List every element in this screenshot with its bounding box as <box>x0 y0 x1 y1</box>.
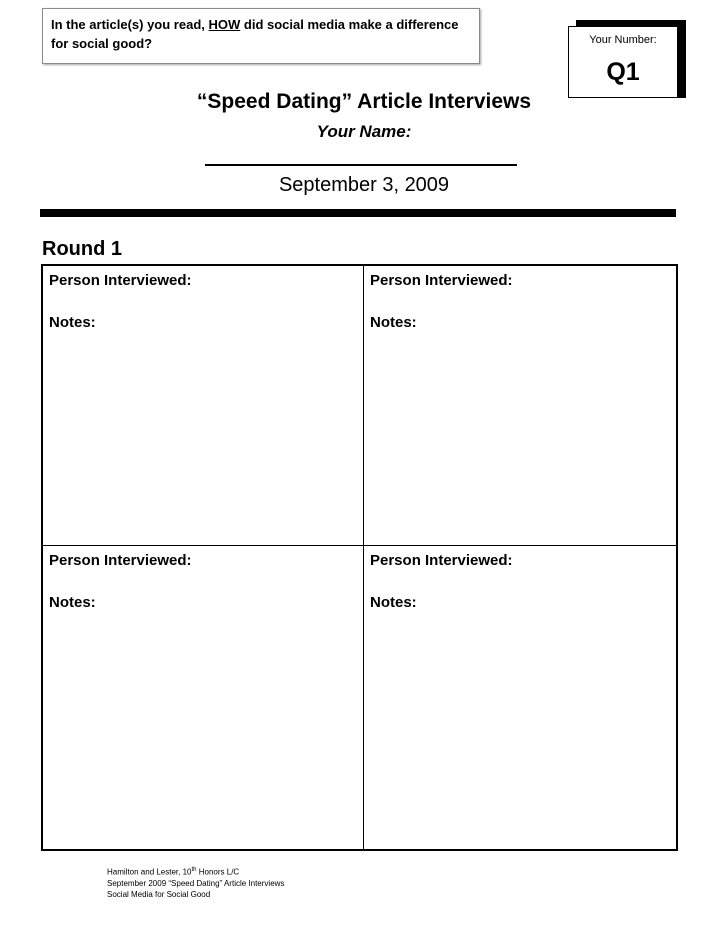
interview-cell-4[interactable] <box>364 546 678 849</box>
person-interviewed-label: Person Interviewed: <box>49 272 192 289</box>
footer-superscript: th <box>191 867 197 873</box>
question-text-end: did social media make a difference for social good? <box>51 17 459 51</box>
footer-course-text: Honors L/C <box>196 867 240 877</box>
date: September 3, 2009 <box>278 174 450 196</box>
question-text-start: In the article(s) you read, <box>51 17 209 32</box>
interview-cell-3[interactable] <box>43 546 363 849</box>
notes-label: Notes: <box>370 594 417 611</box>
interview-grid <box>41 264 678 851</box>
interview-cell-2[interactable] <box>364 266 678 545</box>
person-interviewed-label: Person Interviewed: <box>370 552 513 569</box>
notes-label: Notes: <box>49 594 96 611</box>
person-interviewed-label: Person Interviewed: <box>49 552 192 569</box>
footer-line-topic: Social Media for Social Good <box>107 889 211 899</box>
divider-rule <box>40 209 676 217</box>
question-prompt <box>42 8 480 64</box>
name-blank-line[interactable] <box>205 164 517 166</box>
notes-label: Notes: <box>370 314 417 331</box>
footer-line-title: September 2009 “Speed Dating” Article Interviews <box>107 878 285 888</box>
page-title: “Speed Dating” Article Interviews <box>196 90 532 113</box>
footer-authors-text: Hamilton and Lester, 10 <box>107 867 192 877</box>
number-value: Q1 <box>606 58 640 86</box>
round-heading: Round 1 <box>42 238 122 260</box>
notes-label: Notes: <box>49 314 96 331</box>
person-interviewed-label: Person Interviewed: <box>370 272 513 289</box>
question-emphasis: HOW <box>208 17 241 32</box>
footer-line-authors <box>107 865 284 878</box>
footer <box>107 865 284 900</box>
name-label: Your Name: <box>316 122 412 141</box>
interview-cell-1[interactable] <box>43 266 363 545</box>
number-box <box>568 26 678 98</box>
number-label: Your Number: <box>589 34 657 46</box>
